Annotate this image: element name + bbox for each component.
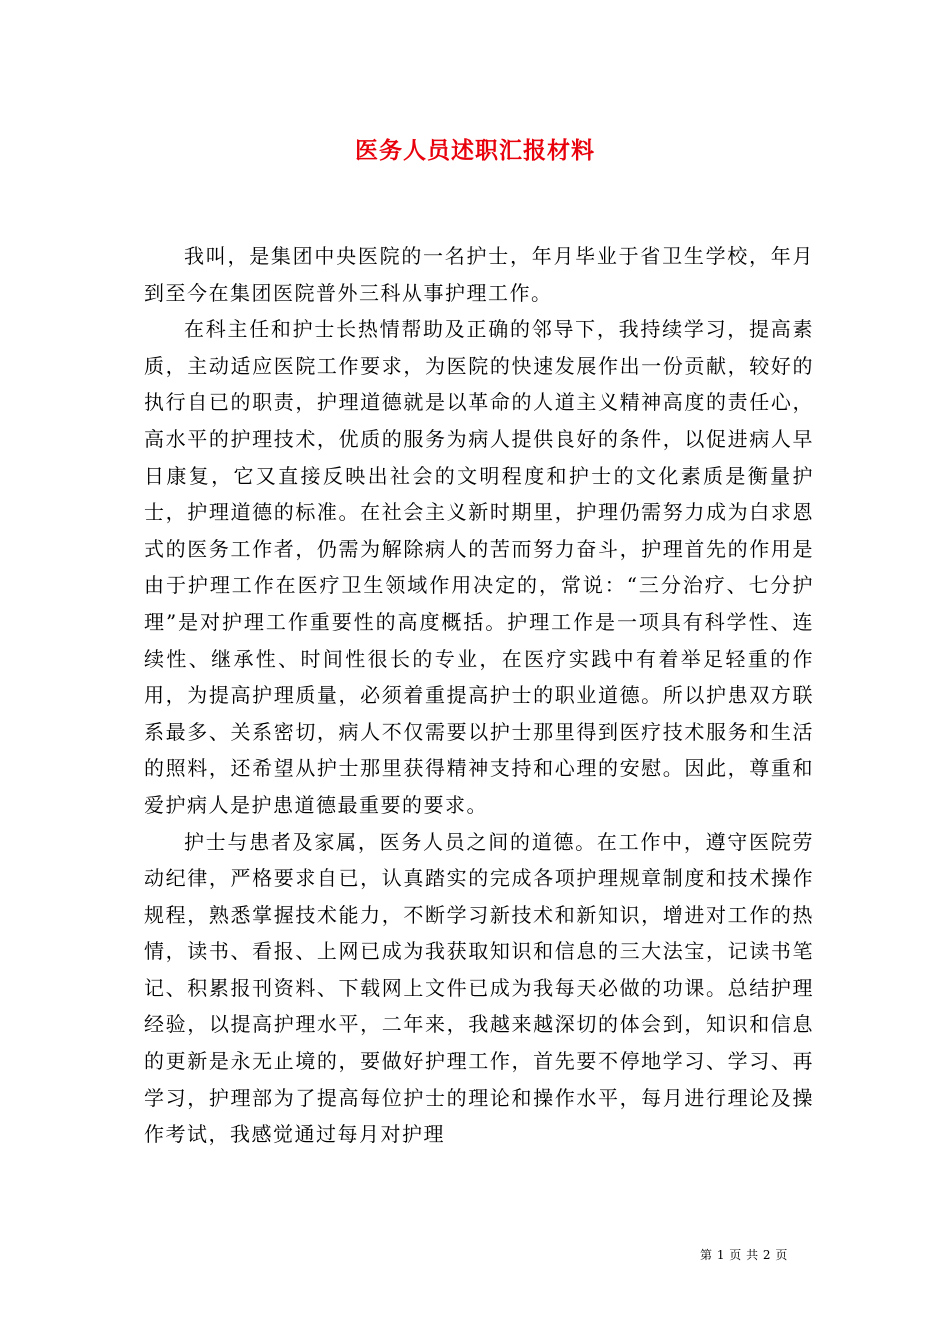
paragraph-2: 在科主任和护士长热情帮助及正确的邻导下，我持续学习，提高素质，主动适应医院工作要求，为医院的快速发展作出一份贡献，较好的执行自已的职责，护理道德就是以革命的人道主义精神高度的责任心，高水平的护理技术，优质的服务为病人提供良好的条件，以促进病人早日康复，它又直接反映出社会的文明程度和护士的文化素质是衡量护士，护理道德的标准。在社会主义新时期里，护理仍需努力成为白求恩式的医务工作者，仍需为解除病人的苦而努力奋斗，护理首先的作用是由于护理工作在医疗卫生领域作用决定的，常说：“三分治疗、七分护理”是对护理工作重要性的高度概括。护理工作是一项具有科学性、连续性、继承性、时间性很长的专业，在医疗实践中有着举足轻重的作用，为提高护理质量，必须着重提高护士的职业道德。所以护患双方联系最多、关系密切，病人不仅需要以护士那里得到医疗技术服务和生活的照料，还希望从护士那里获得精神支持和心理的安慰。因此，尊重和爱护病人是护患道德最重要的要求。: [144, 317, 814, 817]
document-body: [144, 238, 814, 1153]
paragraph-3: 护士与患者及家属，医务人员之间的道德。在工作中，遵守医院劳动纪律，严格要求自已，认真踏实的完成各项护理规章制度和技术操作规程，熟悉掌握技术能力，不断学习新技术和新知识，增进对工作的热情，读书、看报、上网已成为我获取知识和信息的三大法宝，记读书笔记、积累报刊资料、下载网上文件已成为我每天必做的功课。总结护理经验，以提高护理水平，二年来，我越来越深切的体会到，知识和信息的更新是永无止境的，要做好护理工作，首先要不停地学习、学习、再学习，护理部为了提高每位护士的理论和操作水平，每月进行理论及操作考试，我感觉通过每月对护理: [144, 829, 814, 1147]
page-number: 第 1 页 共 2 页: [700, 1248, 788, 1262]
paragraph-1: 我叫，是集团中央医院的一名护士，年月毕业于省卫生学校，年月到至今在集团医院普外三科从事护理工作。: [144, 244, 814, 305]
document-title: 医务人员述职汇报材料: [355, 137, 595, 164]
